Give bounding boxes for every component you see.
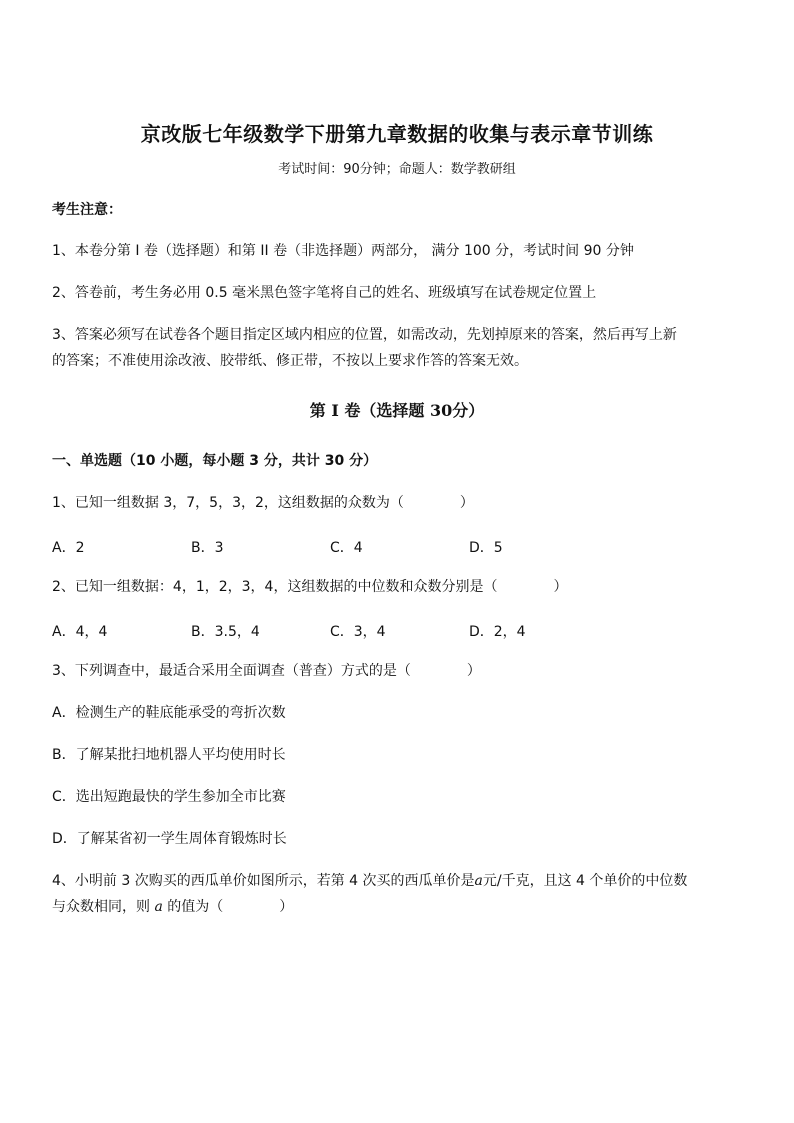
question-4-text-b: 元/千克，且这 4 个单价的中位数: [482, 873, 688, 889]
question-3-option-a: A．检测生产的鞋底能承受的弯折次数: [52, 705, 286, 721]
page-title: 京改版七年级数学下册第九章数据的收集与表示章节训练: [140, 122, 654, 146]
notice-heading: 考生注意：: [52, 202, 122, 218]
question-4-stem-line-1: [52, 871, 687, 891]
question-1-stem: 1、已知一组数据 3，7，5，3，2，这组数据的众数为（ ）: [52, 495, 474, 511]
notice-item-2: 2、答卷前，考生务必用 0.5 毫米黑色签字笔将自己的姓名、班级填写在试卷规定位置上: [52, 285, 597, 301]
question-4-variable-a-2: a: [154, 899, 163, 915]
part-title: 第 I 卷（选择题 30分）: [309, 401, 485, 420]
question-2-option-d: D．2，4: [469, 624, 526, 640]
question-2-option-b: B．3.5，4: [191, 624, 260, 640]
question-1-option-a: A．2: [52, 540, 85, 556]
question-3-option-d: D．了解某省初一学生周体育锻炼时长: [52, 831, 287, 847]
exam-info: 考试时间：90分钟；命题人：数学教研组: [278, 162, 516, 177]
question-1-option-c: C．4: [330, 540, 363, 556]
question-4-stem-line-2: [52, 897, 293, 917]
question-3-option-b: B．了解某批扫地机器人平均使用时长: [52, 747, 286, 763]
question-1-option-b: B．3: [191, 540, 224, 556]
question-4-text-d: 的值为（ ）: [167, 899, 294, 915]
question-4-text-a: 4、小明前 3 次购买的西瓜单价如图所示，若第 4 次买的西瓜单价是: [52, 873, 475, 889]
notice-item-1: 1、本卷分第 I 卷（选择题）和第 II 卷（非选择题）两部分， 满分 100 分，考试时间 90 分钟: [52, 243, 634, 259]
question-3-stem: 3、下列调查中，最适合采用全面调查（普查）方式的是（ ）: [52, 663, 481, 679]
question-3-option-c: C．选出短跑最快的学生参加全市比赛: [52, 789, 286, 805]
question-2-option-c: C．3，4: [330, 624, 386, 640]
question-2-option-a: A．4，4: [52, 624, 108, 640]
question-1-option-d: D．5: [469, 540, 503, 556]
notice-item-3: 3、答案必须写在试卷各个题目指定区域内相应的位置，如需改动，先划掉原来的答案，然后再写上新: [52, 327, 677, 343]
question-4-variable-a: a: [474, 873, 483, 889]
question-4-text-c: 与众数相同，则: [52, 899, 150, 915]
section-heading: 一、单选题（10 小题，每小题 3 分，共计 30 分）: [52, 453, 378, 469]
question-2-stem: 2、已知一组数据：4，1，2，3，4，这组数据的中位数和众数分别是（ ）: [52, 579, 568, 595]
notice-item-3-cont: 的答案；不准使用涂改液、胶带纸、修正带，不按以上要求作答的答案无效。: [52, 353, 528, 369]
